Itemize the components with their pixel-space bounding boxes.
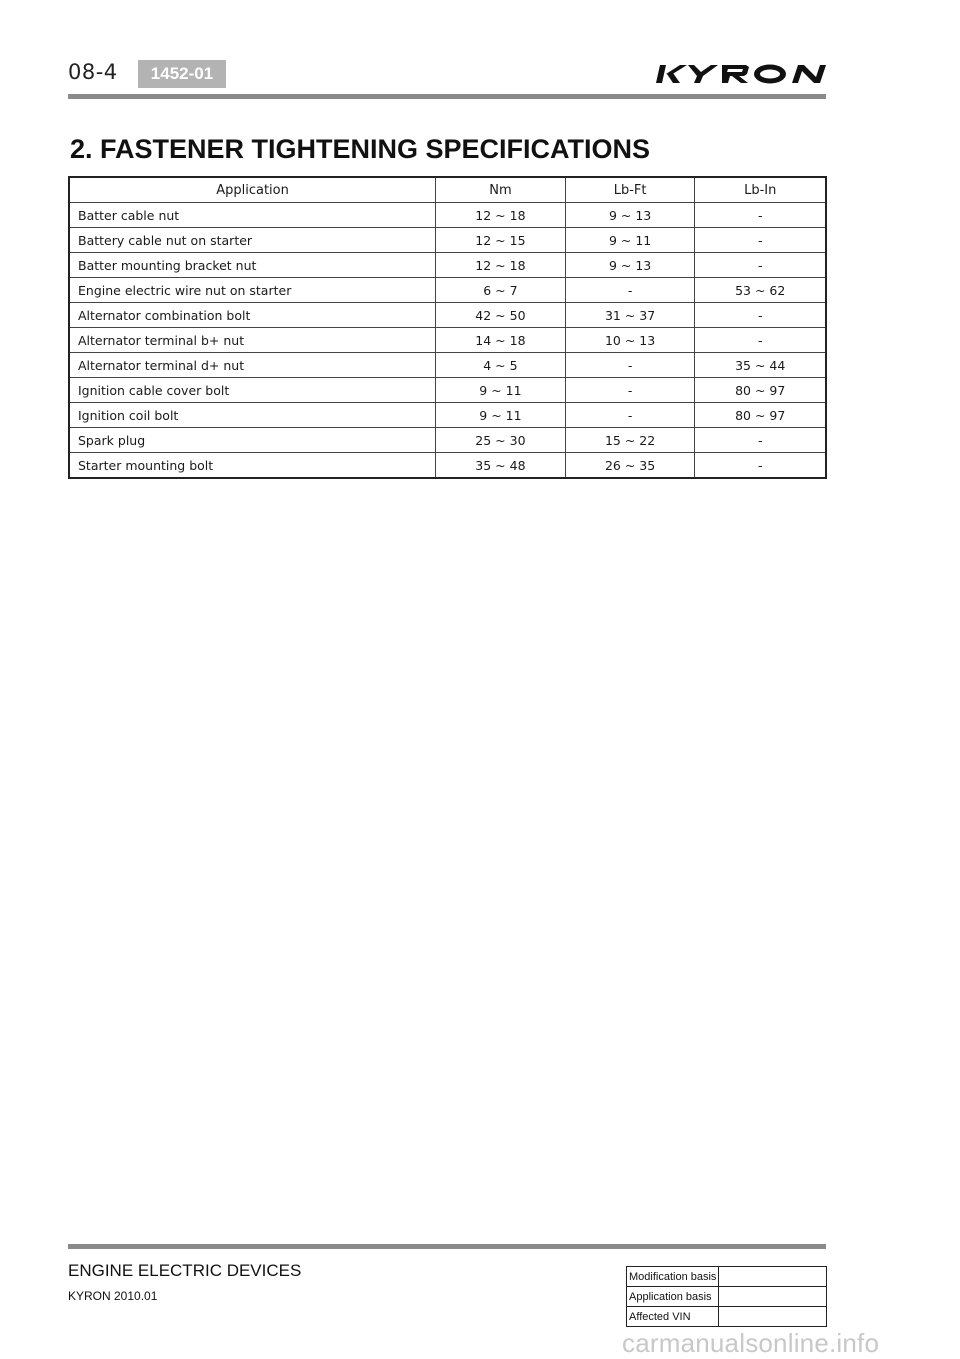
cell-application: Engine electric wire nut on starter [69,278,436,303]
cell-nm: 42 ~ 50 [436,303,566,328]
cell-application: Starter mounting bolt [69,453,436,479]
modification-basis-value [719,1267,827,1287]
table-row [69,203,826,228]
cell-nm: 4 ~ 5 [436,353,566,378]
cell-lbft: 15 ~ 22 [565,428,695,453]
table-header-row [69,177,826,203]
cell-nm: 6 ~ 7 [436,278,566,303]
basis-row [627,1267,827,1287]
section-code-badge: 1452-01 [138,60,226,88]
table-row [69,453,826,479]
cell-lbft: - [565,278,695,303]
cell-lbft: 26 ~ 35 [565,453,695,479]
column-header-lbin: Lb-In [695,177,826,203]
chapter-title: ENGINE ELECTRIC DEVICES [68,1261,302,1280]
revision-basis-table [626,1266,827,1327]
cell-application: Ignition coil bolt [69,403,436,428]
page-number: 08-4 [68,60,118,84]
table-row [69,278,826,303]
model-version: KYRON 2010.01 [68,1289,158,1303]
cell-application: Spark plug [69,428,436,453]
column-header-application: Application [69,177,436,203]
application-basis-value [719,1287,827,1307]
cell-application: Ignition cable cover bolt [69,378,436,403]
footer-rule [68,1244,826,1249]
cell-lbft: - [565,353,695,378]
affected-vin-value [719,1307,827,1327]
cell-nm: 35 ~ 48 [436,453,566,479]
cell-lbft: - [565,378,695,403]
cell-lbin: - [695,303,826,328]
cell-application: Batter cable nut [69,203,436,228]
page-title: 2. FASTENER TIGHTENING SPECIFICATIONS [70,134,651,164]
table-row [69,303,826,328]
basis-row [627,1287,827,1307]
cell-lbft: - [565,403,695,428]
cell-application: Alternator terminal d+ nut [69,353,436,378]
cell-application: Alternator terminal b+ nut [69,328,436,353]
table-row [69,353,826,378]
table-row [69,253,826,278]
cell-lbft: 31 ~ 37 [565,303,695,328]
cell-application: Alternator combination bolt [69,303,436,328]
cell-lbft: 9 ~ 13 [565,203,695,228]
cell-lbin: 80 ~ 97 [695,378,826,403]
cell-nm: 9 ~ 11 [436,403,566,428]
basis-row [627,1307,827,1327]
cell-nm: 12 ~ 18 [436,203,566,228]
column-header-lbft: Lb-Ft [565,177,695,203]
cell-lbin: 80 ~ 97 [695,403,826,428]
cell-lbin: 35 ~ 44 [695,353,826,378]
cell-lbin: 53 ~ 62 [695,278,826,303]
cell-lbft: 10 ~ 13 [565,328,695,353]
cell-lbin: - [695,203,826,228]
application-basis-label: Application basis [627,1287,719,1307]
cell-nm: 12 ~ 15 [436,228,566,253]
cell-application: Batter mounting bracket nut [69,253,436,278]
column-header-nm: Nm [436,177,566,203]
table-row [69,378,826,403]
cell-lbin: - [695,228,826,253]
cell-lbin: - [695,453,826,479]
table-row [69,228,826,253]
cell-lbin: - [695,328,826,353]
table-row [69,328,826,353]
cell-lbft: 9 ~ 13 [565,253,695,278]
kyron-logo [654,61,828,87]
watermark: carmanualsonline.info [622,1328,880,1358]
cell-nm: 14 ~ 18 [436,328,566,353]
fastener-spec-table [68,176,827,479]
cell-nm: 9 ~ 11 [436,378,566,403]
cell-lbin: - [695,428,826,453]
cell-nm: 25 ~ 30 [436,428,566,453]
modification-basis-label: Modification basis [627,1267,719,1287]
cell-nm: 12 ~ 18 [436,253,566,278]
table-row [69,428,826,453]
header-rule [68,94,826,99]
cell-application: Battery cable nut on starter [69,228,436,253]
cell-lbft: 9 ~ 11 [565,228,695,253]
affected-vin-label: Affected VIN [627,1307,719,1327]
cell-lbin: - [695,253,826,278]
table-row [69,403,826,428]
